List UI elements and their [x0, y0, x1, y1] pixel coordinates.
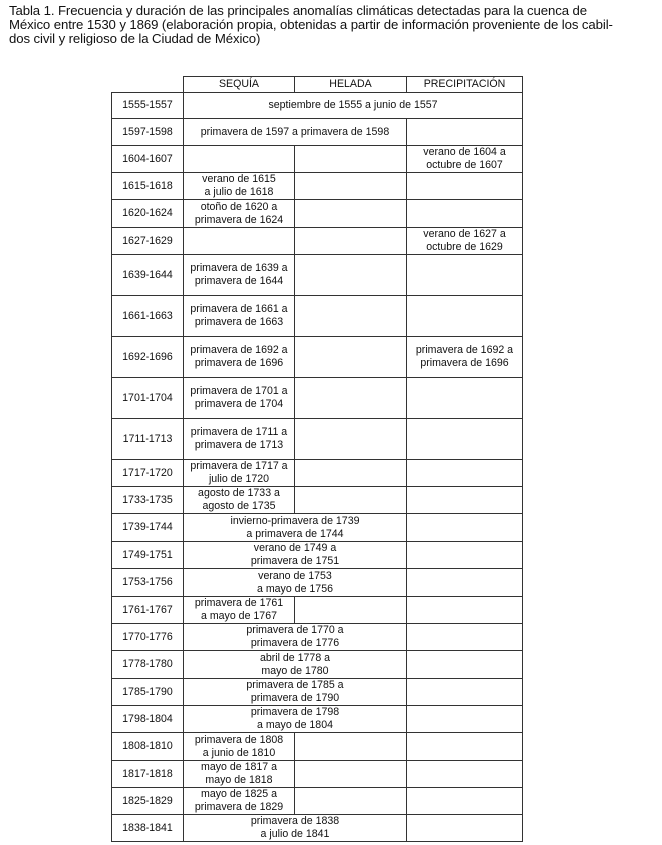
cell-text: primavera de 1711 a primavera de 1713 [190, 426, 288, 451]
helada-cell [295, 487, 407, 514]
caption-line: Tabla 1. Frecuencia y duración de las principales anomalías climáticas detectadas para la cuenca de [9, 3, 588, 18]
table-row [112, 119, 523, 146]
sequia-helada-cell [184, 679, 407, 706]
cell-text: septiembre de 1555 a junio de 1557 [268, 99, 438, 111]
precipitacion-cell [407, 228, 523, 255]
table-row [112, 337, 523, 378]
cell-text: verano de 1753 a mayo de 1756 [257, 569, 333, 595]
cell-text: primavera de 1761 a mayo de 1767 [194, 597, 284, 622]
period-cell: 1739-1744 [112, 514, 184, 542]
helada-cell [295, 761, 407, 788]
period-cell: 1555-1557 [112, 93, 184, 119]
precipitacion-cell [407, 200, 523, 228]
helada-cell [295, 460, 407, 487]
helada-cell [295, 419, 407, 460]
precipitacion-cell [407, 733, 523, 761]
sequia-helada-cell [184, 624, 407, 651]
table-row [112, 93, 523, 119]
period-cell: 1604-1607 [112, 146, 184, 173]
header-sequia: SEQUÍA [184, 77, 295, 93]
cell-text: abril de 1778 a mayo de 1780 [259, 651, 331, 677]
all-anomalies-cell [184, 93, 523, 119]
period-cell: 1639-1644 [112, 255, 184, 296]
precipitacion-cell [407, 651, 523, 679]
table-row [112, 460, 523, 487]
table-row [112, 624, 523, 651]
sequia-cell [184, 255, 295, 296]
sequia-helada-cell [184, 514, 407, 542]
period-cell: 1817-1818 [112, 761, 184, 788]
precipitacion-cell [407, 679, 523, 706]
sequia-cell [184, 337, 295, 378]
precipitacion-cell [407, 378, 523, 419]
table-row [112, 679, 523, 706]
period-cell: 1692-1696 [112, 337, 184, 378]
table-row [112, 815, 523, 842]
precipitacion-cell [407, 119, 523, 146]
table-caption [9, 4, 655, 47]
table-row [112, 514, 523, 542]
precipitacion-cell [407, 460, 523, 487]
helada-cell [295, 597, 407, 624]
cell-text: verano de 1627 a octubre de 1629 [423, 228, 506, 253]
period-cell: 1717-1720 [112, 460, 184, 487]
period-cell: 1661-1663 [112, 296, 184, 337]
cell-text: primavera de 1597 a primavera de 1598 [200, 125, 390, 138]
sequia-helada-cell [184, 119, 407, 146]
table-row [112, 419, 523, 460]
cell-text: primavera de 1770 a primavera de 1776 [246, 624, 344, 649]
table-row [112, 173, 523, 200]
cell-text: primavera de 1692 a primavera de 1696 [415, 344, 514, 369]
period-cell: 1838-1841 [112, 815, 184, 842]
period-cell: 1597-1598 [112, 119, 184, 146]
precipitacion-cell [407, 173, 523, 200]
table-row [112, 788, 523, 815]
period-cell: 1711-1713 [112, 419, 184, 460]
helada-cell [295, 200, 407, 228]
helada-cell [295, 337, 407, 378]
cell-text: primavera de 1785 a primavera de 1790 [246, 679, 344, 704]
table-row [112, 761, 523, 788]
header-corner [112, 77, 184, 93]
precipitacion-cell [407, 146, 523, 173]
cell-text: primavera de 1692 a primavera de 1696 [190, 344, 288, 369]
period-cell: 1770-1776 [112, 624, 184, 651]
sequia-helada-cell [184, 815, 407, 842]
precipitacion-cell [407, 296, 523, 337]
caption-line: México entre 1530 y 1869 (elaboración propia, obtenidas a partir de información proveniente de los cabil- [9, 17, 613, 33]
cell-text: primavera de 1798 a mayo de 1804 [250, 706, 340, 731]
sequia-helada-cell [184, 706, 407, 733]
cell-text: verano de 1749 a primavera de 1751 [250, 542, 340, 567]
precipitacion-cell [407, 788, 523, 815]
table-row [112, 706, 523, 733]
table-row [112, 146, 523, 173]
header-precipitacion: PRECIPITACIÓN [407, 77, 523, 93]
sequia-cell [184, 733, 295, 761]
sequia-cell [184, 460, 295, 487]
helada-cell [295, 228, 407, 255]
period-cell: 1753-1756 [112, 569, 184, 597]
helada-cell [295, 255, 407, 296]
precipitacion-cell [407, 542, 523, 569]
period-cell: 1798-1804 [112, 706, 184, 733]
table-row [112, 228, 523, 255]
table-row [112, 651, 523, 679]
sequia-cell [184, 378, 295, 419]
table-body [112, 93, 523, 842]
anomalies-table [111, 76, 523, 842]
period-cell: 1785-1790 [112, 679, 184, 706]
period-cell: 1701-1704 [112, 378, 184, 419]
helada-cell [295, 788, 407, 815]
cell-text: verano de 1604 a octubre de 1607 [423, 146, 506, 171]
cell-text: primavera de 1661 a primavera de 1663 [190, 303, 288, 328]
precipitacion-cell [407, 419, 523, 460]
precipitacion-cell [407, 761, 523, 788]
table-row [112, 296, 523, 337]
table-row [112, 487, 523, 514]
period-cell: 1778-1780 [112, 651, 184, 679]
sequia-cell [184, 761, 295, 788]
helada-cell [295, 733, 407, 761]
period-cell: 1615-1618 [112, 173, 184, 200]
cell-text: verano de 1615 a julio de 1618 [202, 173, 276, 198]
precipitacion-cell [407, 255, 523, 296]
period-cell: 1761-1767 [112, 597, 184, 624]
cell-text: agosto de 1733 a agosto de 1735 [198, 487, 280, 512]
table-row [112, 597, 523, 624]
sequia-cell [184, 228, 295, 255]
cell-text: primavera de 1808 a junio de 1810 [194, 733, 284, 759]
helada-cell [295, 296, 407, 337]
period-cell: 1825-1829 [112, 788, 184, 815]
caption-line: dos civil y religioso de la Ciudad de México) [9, 31, 261, 47]
precipitacion-cell [407, 706, 523, 733]
cell-text: otoño de 1620 a primavera de 1624 [194, 200, 284, 226]
header-helada: HELADA [295, 77, 407, 93]
table-row [112, 255, 523, 296]
precipitacion-cell [407, 569, 523, 597]
sequia-cell [184, 296, 295, 337]
precipitacion-cell [407, 597, 523, 624]
sequia-cell [184, 419, 295, 460]
helada-cell [295, 173, 407, 200]
period-cell: 1620-1624 [112, 200, 184, 228]
precipitacion-cell [407, 624, 523, 651]
period-cell: 1733-1735 [112, 487, 184, 514]
table-row [112, 542, 523, 569]
table-header-row [112, 77, 523, 93]
table-row [112, 733, 523, 761]
precipitacion-cell [407, 514, 523, 542]
cell-text: primavera de 1639 a primavera de 1644 [190, 262, 288, 287]
cell-text: primavera de 1701 a primavera de 1704 [190, 385, 288, 410]
sequia-helada-cell [184, 569, 407, 597]
period-cell: 1749-1751 [112, 542, 184, 569]
helada-cell [295, 378, 407, 419]
cell-text: primavera de 1838 a julio de 1841 [250, 815, 340, 840]
cell-text: mayo de 1817 a mayo de 1818 [201, 761, 277, 786]
cell-text: mayo de 1825 a primavera de 1829 [194, 788, 284, 813]
period-cell: 1808-1810 [112, 733, 184, 761]
period-cell: 1627-1629 [112, 228, 184, 255]
sequia-cell [184, 597, 295, 624]
precipitacion-cell [407, 337, 523, 378]
sequia-cell [184, 200, 295, 228]
helada-cell [295, 146, 407, 173]
table-row [112, 378, 523, 419]
sequia-helada-cell [184, 651, 407, 679]
cell-text: invierno-primavera de 1739 a primavera de 1744 [230, 514, 360, 540]
precipitacion-cell [407, 815, 523, 842]
sequia-cell [184, 788, 295, 815]
sequia-cell [184, 487, 295, 514]
precipitacion-cell [407, 487, 523, 514]
sequia-helada-cell [184, 542, 407, 569]
sequia-cell [184, 146, 295, 173]
cell-text: primavera de 1717 a julio de 1720 [190, 460, 288, 485]
table-row [112, 200, 523, 228]
sequia-cell [184, 173, 295, 200]
table-row [112, 569, 523, 597]
